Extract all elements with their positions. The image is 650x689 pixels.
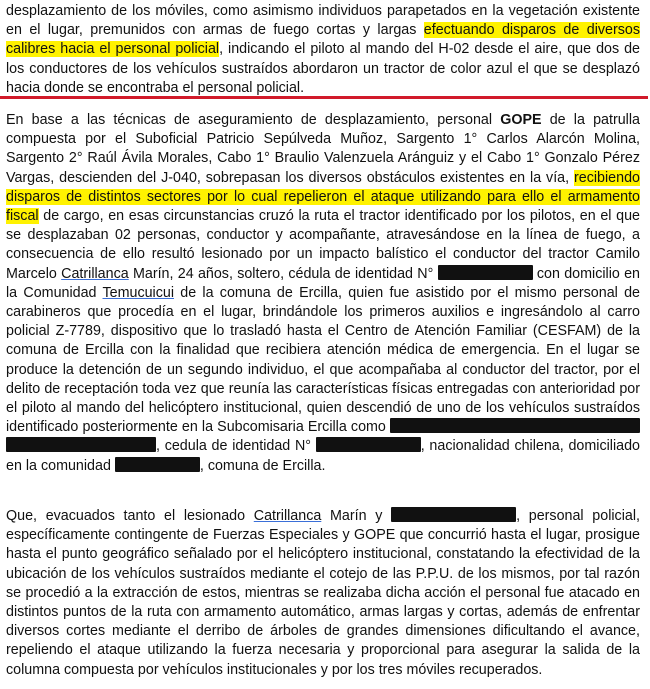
para2-text-8: , nacionalidad chilena, domiciliado en la comunidad xyxy=(6,438,640,474)
redaction-block xyxy=(390,418,640,433)
red-divider-line xyxy=(0,96,648,99)
para2-text-1: En base a las técnicas de aseguramiento de desplazamiento, personal xyxy=(6,112,501,128)
para2-gope: GOPE xyxy=(500,112,542,128)
para2-text-9: , comuna de Ercilla. xyxy=(199,457,326,474)
redaction-block xyxy=(438,265,533,280)
para2-text-3: de cargo, en esas circunstancias cruzó la ruta el tractor identificado por los pilotos, en el que se desplazaban 02 personas, conductor y acompañante, atravesándose en la línea de fuego, a consecuencia de ello resultó lesionado por un impacto balístico el conductor del tractor Camilo Marcelo xyxy=(6,208,640,282)
para1-highlight: efectuando disparos de diversos calibres hacia el personal policial xyxy=(6,22,640,58)
para2-text-4: Marín, 24 años, soltero, cédula de identidad N° xyxy=(128,265,438,282)
paragraph-1 xyxy=(6,0,640,98)
para2-text-7: , cedula de identidad N° xyxy=(156,438,316,455)
para1-text-a: desplazamiento de los móviles, como asimismo individuos parapetados en la vegetación existente en el lugar, premunidos con armas de fuego cortas y largas xyxy=(6,3,640,39)
redaction-block xyxy=(115,457,200,472)
para2-text-2: de la patrulla compuesta por el Suboficial Patricio Sepúlveda Muñoz, Sargento 1° Carlos Alarcón Molina, Sargento 2° Raúl Ávila Morales, Cabo 1° Braulio Valenzuela Aránguiz y el Cabo 1° Gonzalo Pérez Vargas, descienden del J-040, sobrepasan los diversos obstáculos existentes en la vía, xyxy=(6,112,640,186)
para2-highlight: recibiendo disparos de distintos sectores por lo cual repelieron el ataque utilizando para ello el armamento fiscal xyxy=(6,169,640,225)
para3-text-3: , personal policial, específicamente contingente de Fuerzas Especiales y GOPE que concurrió hasta el lugar, prosigue hasta el punto geográfico señalado por el helicóptero institucional, constatando la efectividad de la ubicación de los vehículos sustraídos mediante el cotejo de las P.P.U. de los mismos, por tal razón se procedió a la extracción de estos, mientras se realizaba dicha acción el personal fue atacado en distintos puntos de la ruta con armamento automático, armas largas y cortas, además de enfrentar diversos cortes mediante el derribo de árboles de grandes dimensiones dificultando el avance, repeliendo el ataque utilizando la fuerza necesaria y proporcional para asegurar la salida de la columna compuesta por vehículos institucionales y por los tres móviles recuperados. xyxy=(6,508,640,678)
document-page xyxy=(6,0,640,98)
para2-text-5: con domicilio en la Comunidad xyxy=(6,265,640,301)
para1-text-b: , indicando el piloto al mando del H-02 desde el aire, que dos de los conductores de los vehículos sustraídos abordaron un tractor de color azul el que se desplazó hacia donde se encontraba el personal policial. xyxy=(6,41,641,96)
para2-text-6: de la comuna de Ercilla, quien fue asistido por el mismo personal de carabineros que procedía en el lugar, brindándole los primeros auxilios e ingresándolo al carro policial Z-7789, dispositivo que lo trasladó hasta el Centro de Atención Familiar (CESFAM) de la comuna de Ercilla con la finalidad que recibiera atención médica de emergencia. En el lugar se produce la detención de un segundo individuo, el que acompañaba al conductor del tractor, por el delito de receptación toda vez que reunía las características físicas entregadas con anterioridad por el piloto al mando del helicóptero institucional, quien descendió de uno de los vehículos sustraídos identificado posteriormente en la Subcomisaria Ercilla como xyxy=(6,284,640,436)
redaction-block xyxy=(316,437,421,452)
paragraph-3 xyxy=(6,507,640,680)
para2-temucuicui: Temucuicui xyxy=(102,284,175,301)
redaction-block xyxy=(6,437,156,452)
paragraph-2 xyxy=(6,111,640,476)
para2-catrillanca: Catrillanca xyxy=(61,265,129,282)
para3-catrillanca: Catrillanca xyxy=(253,508,322,524)
redaction-block xyxy=(391,507,516,522)
para3-text-2: Marín y xyxy=(321,508,392,524)
para3-text-1: Que, evacuados tanto el lesionado xyxy=(6,508,254,524)
